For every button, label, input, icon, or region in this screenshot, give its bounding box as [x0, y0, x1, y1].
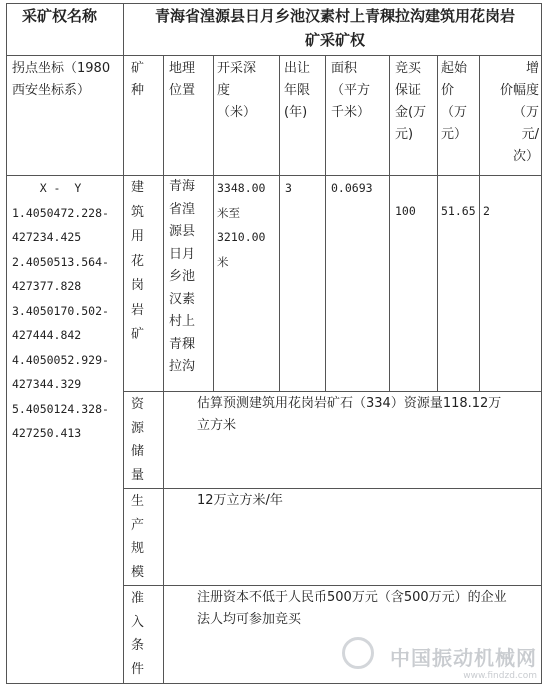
header-start-price: 起始 价 （万 元） — [441, 61, 468, 142]
table-border-bottom — [6, 683, 542, 684]
table-border-top — [6, 3, 542, 4]
divider-depth — [279, 55, 280, 392]
header-mineral: 矿 种 — [131, 61, 145, 98]
rule-above-production — [123, 488, 542, 489]
rule-above-admission — [123, 585, 542, 586]
title-value-line1: 青海省湟源县日月乡池汉素村上青稞拉沟建筑用花岗岩 — [154, 7, 515, 25]
watermark — [390, 642, 537, 681]
cell-increment: 2 — [483, 204, 490, 218]
title-value-line2: 矿采矿权 — [304, 31, 365, 49]
cell-depth: 3348.00 米至 3210.00 米 — [217, 181, 266, 269]
resource-value: 估算预测建筑用花岗岩矿石（334）资源量118.12万 立方米 — [197, 396, 502, 433]
rule-below-title — [6, 55, 542, 56]
cell-term: 3 — [285, 181, 292, 195]
cell-start-price: 51.65 — [441, 204, 476, 218]
header-increment: 增 价幅度 （万 元/ 次） — [499, 61, 539, 164]
table-border-right — [541, 3, 542, 684]
title-label: 采矿权名称 — [22, 7, 98, 25]
divider-location — [213, 55, 214, 392]
divider-area — [389, 55, 390, 392]
divider-coords — [123, 3, 124, 684]
divider-deposit — [437, 55, 438, 392]
header-term: 出让 年限 (年) — [284, 61, 311, 120]
production-value: 12万立方米/年 — [197, 493, 283, 508]
cell-area: 0.0693 — [331, 181, 373, 195]
table-border-left — [6, 3, 7, 684]
divider-term — [325, 55, 326, 392]
cell-coords: X - Y 1.4050472.228- 427234.425 2.4050513.564- 427377.828 3.4050170.502- 427444.842 4.4050052.929- 427344.329 5.4050124.328- 427250.413 — [12, 181, 109, 440]
cell-location: 青海 省湟 源县 日月 乡池 汉素 村上 青稞 拉沟 — [169, 179, 196, 374]
header-deposit: 竞买 保证 金(万 元) — [395, 61, 427, 142]
admission-label: 准 入 条 件 — [131, 591, 145, 677]
header-coords: 拐点坐标（1980 西安坐标系） — [12, 61, 111, 98]
cell-mineral: 建 筑 用 花 岗 岩 矿 — [131, 180, 145, 342]
divider-mineral — [163, 55, 164, 684]
watermark-name: 中国振动机械网 — [390, 646, 537, 670]
watermark-url: www.findzd.com — [463, 671, 537, 681]
admission-value: 注册资本不低于人民币500万元（含500万元）的企业 法人均可参加竞买 — [197, 590, 507, 627]
header-depth: 开采深 度 （米） — [217, 61, 257, 120]
divider-price — [479, 55, 480, 392]
cell-deposit: 100 — [395, 204, 416, 218]
production-label: 生 产 规 模 — [131, 494, 145, 580]
resource-label: 资 源 储 量 — [131, 397, 145, 483]
watermark-logo-icon — [342, 637, 374, 669]
header-area: 面积 （平方 千米） — [331, 61, 371, 120]
header-location: 地理 位置 — [169, 61, 196, 98]
